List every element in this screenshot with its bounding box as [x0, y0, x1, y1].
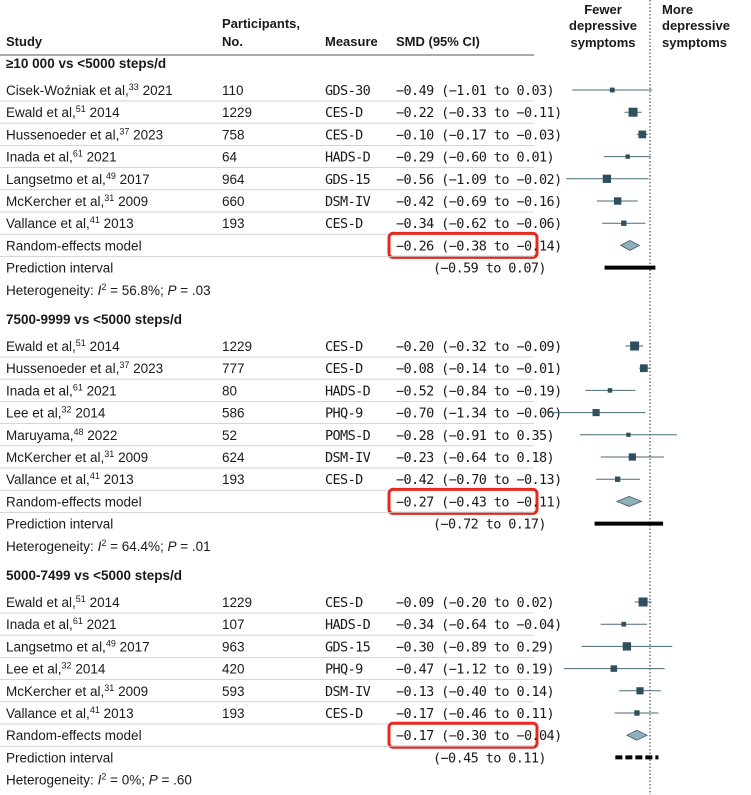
table-row — [0, 471, 640, 490]
p-value: = .60 — [157, 772, 192, 788]
model-row — [0, 233, 639, 257]
table-row — [0, 594, 652, 613]
study-ref: 51 — [75, 104, 86, 115]
prediction-label: Prediction interval — [6, 750, 114, 766]
study-name: McKercher et al,$^{31}$ 2009 — [6, 193, 149, 209]
point-marker — [623, 642, 631, 650]
study-ref: 61 — [72, 148, 83, 159]
smd-ci: −0.47 (−1.12 to 0.19) — [396, 661, 555, 678]
table-row — [0, 126, 648, 145]
point-marker — [629, 453, 636, 460]
point-marker — [614, 197, 621, 204]
table-row — [0, 683, 661, 702]
study-ref: 41 — [89, 471, 100, 482]
measure: HADS-D — [325, 149, 371, 166]
study-name: Vallance et al,$^{41}$ 2013 — [6, 215, 134, 232]
group-1 — [0, 56, 655, 298]
point-marker — [603, 175, 611, 183]
p-symbol: P — [167, 538, 177, 554]
heterogeneity: Heterogeneity: $I^2 = 56.8\%$; P = .03 — [6, 281, 211, 298]
i-squared-exp: 2 — [101, 537, 107, 548]
i-squared-value: = 64.4%; — [106, 538, 168, 554]
table-row — [0, 382, 635, 401]
study-year: 2009 — [114, 194, 149, 209]
smd-ci: −0.34 (−0.64 to −0.04) — [396, 617, 562, 634]
study-name: Ewald et al,$^{51}$ 2014 — [6, 338, 120, 354]
study-ref: 33 — [128, 82, 139, 92]
i-squared-exp: 2 — [101, 281, 107, 292]
point-marker — [608, 388, 613, 393]
point-marker — [636, 687, 643, 694]
table-row — [0, 427, 677, 446]
header-participants: Participants, — [222, 16, 301, 31]
smd-ci: −0.52 (−0.84 to −0.19) — [396, 383, 562, 400]
study-year: 2013 — [99, 472, 134, 488]
study-year: 2023 — [129, 361, 164, 377]
study-year: 2017 — [115, 171, 150, 187]
model-ci: −0.27 (−0.43 to −0.11) — [396, 494, 562, 511]
study-name: Hussenoeder et al,$^{37}$ 2023 — [6, 126, 164, 143]
table-row — [0, 149, 651, 168]
study-name: Hussenoeder et al,$^{37}$ 2023 — [6, 360, 164, 377]
model-label: Random-effects model — [6, 238, 142, 254]
participants: 1229 — [222, 105, 253, 121]
point-marker — [621, 622, 626, 627]
study-year: 2021 — [82, 617, 117, 633]
i-squared-value: = 0%; — [106, 772, 149, 788]
study-year: 2009 — [114, 683, 149, 699]
header-smd: SMD (95% CI) — [396, 34, 480, 49]
point-marker — [629, 108, 638, 117]
table-row — [0, 82, 652, 101]
study-year: 2023 — [129, 127, 164, 143]
smd-ci: −0.23 (−0.64 to 0.18) — [396, 450, 555, 466]
group-2 — [0, 312, 677, 554]
participants: 660 — [222, 194, 245, 209]
participants: 593 — [222, 683, 245, 699]
smd-ci: −0.42 (−0.69 to −0.16) — [396, 194, 562, 210]
participants: 110 — [222, 83, 244, 98]
table-row — [0, 705, 658, 724]
participants: 64 — [222, 149, 238, 165]
prediction-row — [6, 750, 658, 766]
pooled-diamond — [627, 730, 647, 740]
point-marker — [593, 409, 600, 416]
study-name: Vallance et al,$^{41}$ 2013 — [6, 471, 134, 488]
participants: 193 — [222, 472, 245, 488]
participants: 624 — [222, 450, 245, 465]
prediction-row — [6, 517, 663, 533]
study-year: 2014 — [71, 661, 106, 677]
point-marker — [634, 710, 639, 715]
study-year: 2021 — [138, 83, 173, 98]
measure: CES-D — [325, 339, 363, 355]
participants: 1229 — [222, 339, 253, 354]
smd-ci: −0.13 (−0.40 to 0.14) — [396, 683, 555, 700]
study-ref: 51 — [75, 338, 86, 348]
study-ref: 49 — [105, 170, 116, 181]
header-fewer-1: Fewer — [584, 2, 622, 17]
table-row — [0, 638, 672, 657]
participants: 193 — [222, 216, 245, 232]
measure: DSM-IV — [325, 683, 371, 700]
point-marker — [630, 342, 639, 351]
participants: 193 — [222, 706, 245, 721]
study-year: 2014 — [85, 595, 120, 610]
participants: 758 — [222, 127, 245, 143]
study-name: Cisek-Woźniak et al,$^{33}$ 2021 — [6, 82, 173, 98]
model-ci: −0.26 (−0.38 to −0.14) — [396, 238, 562, 255]
measure: POMS-D — [325, 427, 371, 444]
study-name: Langsetmo et al,$^{49}$ 2017 — [6, 638, 150, 655]
measure: GDS-15 — [325, 171, 371, 188]
prediction-label: Prediction interval — [6, 260, 114, 276]
study-name: Vallance et al,$^{41}$ 2013 — [6, 705, 134, 721]
header-fewer-2: depressive — [569, 18, 637, 33]
measure: CES-D — [325, 361, 363, 378]
study-year: 2014 — [71, 405, 106, 421]
study-ref: 49 — [105, 638, 116, 649]
participants: 963 — [222, 639, 245, 655]
study-year: 2014 — [85, 105, 120, 121]
header-more-1: More — [662, 2, 694, 17]
heterogeneity: Heterogeneity: $I^2 = 0\%$; P = .60 — [6, 771, 192, 788]
table-row — [0, 171, 648, 190]
study-year: 2013 — [99, 706, 134, 721]
study-name: Inada et al,$^{61}$ 2021 — [6, 616, 117, 633]
measure: CES-D — [325, 706, 363, 722]
group-title: ≥10 000 vs <5000 steps/d — [6, 56, 167, 71]
p-symbol: P — [167, 282, 177, 298]
point-marker — [638, 131, 646, 139]
table-header — [0, 2, 730, 55]
study-ref: 31 — [104, 449, 115, 459]
p-symbol: P — [148, 772, 158, 788]
header-participants-no: No. — [222, 34, 243, 49]
smd-ci: −0.08 (−0.14 to −0.01) — [396, 361, 562, 378]
study-year: 2021 — [82, 383, 117, 399]
table-row — [0, 405, 645, 424]
prediction-row — [6, 261, 655, 277]
study-name: Ewald et al,$^{51}$ 2014 — [6, 594, 120, 610]
prediction-label: Prediction interval — [6, 516, 114, 532]
heterogeneity: Heterogeneity: $I^2 = 64.4\%$; P = .01 — [6, 537, 211, 554]
p-value: = .03 — [176, 282, 211, 298]
participants: 777 — [222, 361, 245, 377]
study-name: Maruyama,$^{48}$ 2022 — [6, 426, 118, 443]
i-squared-value: = 56.8%; — [106, 282, 168, 298]
model-row — [0, 723, 647, 747]
smd-ci: −0.30 (−0.89 to 0.29) — [396, 639, 555, 656]
table-row — [0, 360, 649, 379]
header-fewer-3: symptoms — [570, 35, 636, 50]
measure: PHQ-9 — [325, 405, 363, 422]
point-marker — [640, 364, 648, 372]
study-ref: 32 — [61, 404, 72, 415]
measure: HADS-D — [325, 617, 371, 634]
measure: GDS-30 — [325, 83, 371, 99]
point-marker — [610, 88, 615, 93]
point-marker — [611, 665, 618, 672]
study-name: Lee et al,$^{32}$ 2014 — [6, 404, 106, 421]
table-row — [0, 661, 665, 680]
header-study: Study — [6, 34, 43, 49]
smd-ci: −0.34 (−0.62 to −0.06) — [396, 216, 562, 233]
point-marker — [615, 477, 620, 482]
prediction-ci: (−0.72 to 0.17) — [433, 516, 546, 533]
study-name: Inada et al,$^{61}$ 2021 — [6, 382, 117, 399]
study-ref: 61 — [72, 616, 83, 627]
smd-ci: −0.28 (−0.91 to 0.35) — [396, 427, 555, 444]
model-row — [0, 489, 642, 513]
participants: 52 — [222, 427, 238, 443]
study-year: 2022 — [83, 427, 118, 443]
study-ref: 48 — [73, 426, 84, 437]
smd-ci: −0.10 (−0.17 to −0.03) — [396, 127, 562, 144]
study-year: 2009 — [114, 450, 149, 465]
study-ref: 41 — [89, 705, 100, 715]
measure: CES-D — [325, 595, 363, 611]
group-title: 5000-7499 vs <5000 steps/d — [6, 568, 183, 583]
model-label: Random-effects model — [6, 494, 142, 510]
prediction-ci: (−0.59 to 0.07) — [433, 260, 546, 277]
table-row — [0, 215, 645, 234]
study-year: 2021 — [82, 149, 117, 165]
participants: 1229 — [222, 595, 253, 610]
study-name: Ewald et al,$^{51}$ 2014 — [6, 104, 120, 121]
study-name: McKercher et al,$^{31}$ 2009 — [6, 449, 149, 465]
measure: DSM-IV — [325, 450, 371, 466]
study-year: 2017 — [115, 639, 150, 655]
smd-ci: −0.20 (−0.32 to −0.09) — [396, 339, 562, 355]
smd-ci: −0.17 (−0.46 to 0.11) — [396, 706, 555, 722]
measure: CES-D — [325, 127, 363, 144]
table-row — [0, 193, 638, 212]
study-name: Langsetmo et al,$^{49}$ 2017 — [6, 170, 150, 187]
pooled-diamond — [621, 240, 639, 250]
study-ref: 31 — [104, 682, 115, 693]
participants: 107 — [222, 617, 245, 633]
smd-ci: −0.49 (−1.01 to 0.03) — [396, 83, 555, 99]
point-marker — [639, 598, 648, 607]
study-year: 2014 — [85, 339, 120, 354]
measure: DSM-IV — [325, 194, 371, 210]
participants: 80 — [222, 383, 238, 399]
pooled-diamond — [617, 496, 642, 506]
measure: PHQ-9 — [325, 661, 363, 678]
point-marker — [621, 221, 626, 226]
study-name: Inada et al,$^{61}$ 2021 — [6, 148, 117, 165]
table-row — [0, 616, 647, 635]
header-more-3: symptoms — [662, 35, 728, 50]
study-ref: 41 — [89, 215, 100, 226]
point-marker — [626, 433, 630, 437]
header-more-2: depressive — [662, 18, 730, 33]
prediction-ci: (−0.45 to 0.11) — [433, 750, 546, 767]
table-row — [0, 338, 643, 357]
smd-ci: −0.56 (−1.09 to −0.02) — [396, 171, 562, 188]
i-symbol: I — [97, 538, 102, 554]
study-ref: 31 — [104, 193, 115, 203]
model-ci: −0.17 (−0.30 to −0.04) — [396, 728, 562, 745]
smd-ci: −0.42 (−0.70 to −0.13) — [396, 472, 562, 489]
study-ref: 61 — [72, 382, 83, 393]
measure: HADS-D — [325, 383, 371, 400]
study-year: 2013 — [99, 216, 134, 232]
model-label: Random-effects model — [6, 728, 142, 744]
i-symbol: I — [97, 772, 102, 788]
table-row — [0, 449, 664, 468]
study-ref: 51 — [75, 594, 86, 604]
participants: 420 — [222, 661, 245, 677]
study-name: Lee et al,$^{32}$ 2014 — [6, 660, 106, 677]
i-symbol: I — [97, 282, 102, 298]
table-row — [0, 104, 642, 123]
participants: 586 — [222, 405, 245, 421]
i-squared-exp: 2 — [101, 771, 107, 782]
measure: CES-D — [325, 216, 363, 233]
smd-ci: −0.22 (−0.33 to −0.11) — [396, 105, 562, 122]
group-3 — [0, 568, 672, 788]
measure: CES-D — [325, 472, 363, 489]
smd-ci: −0.70 (−1.34 to −0.06) — [396, 405, 562, 422]
study-ref: 37 — [119, 360, 130, 371]
study-ref: 37 — [119, 126, 130, 137]
smd-ci: −0.29 (−0.60 to 0.01) — [396, 149, 555, 166]
participants: 964 — [222, 171, 245, 187]
measure: GDS-15 — [325, 639, 371, 656]
group-title: 7500-9999 vs <5000 steps/d — [6, 312, 183, 327]
study-name: McKercher et al,$^{31}$ 2009 — [6, 682, 149, 699]
point-marker — [625, 154, 629, 158]
header-measure: Measure — [325, 34, 378, 49]
p-value: = .01 — [176, 538, 211, 554]
smd-ci: −0.09 (−0.20 to 0.02) — [396, 595, 555, 611]
study-ref: 32 — [61, 660, 72, 671]
measure: CES-D — [325, 105, 363, 122]
